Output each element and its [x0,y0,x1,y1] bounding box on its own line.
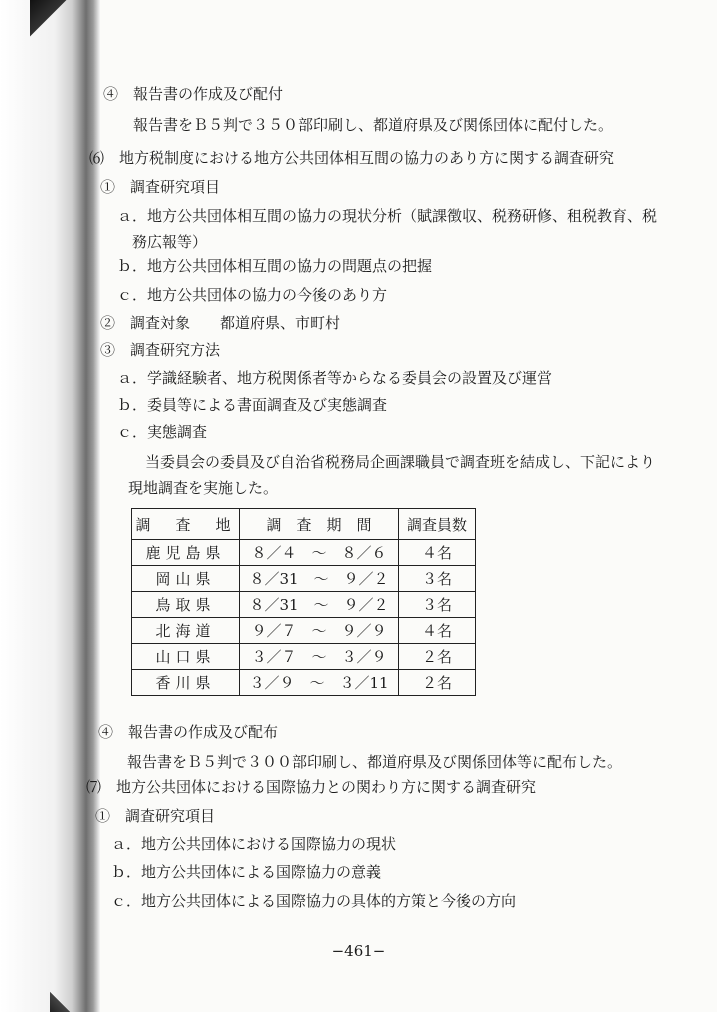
table-cell-count: ４名 [399,618,476,644]
table-header-row [132,509,476,540]
section-title: ⑹ 地方税制度における地方公共団体相互間の協力のあり方に関する調査研究 [89,149,615,167]
table-row [132,540,476,566]
table-row [132,566,476,592]
section-title: ⑺ 地方公共団体における国際協力との関わり方に関する調査研究 [86,778,537,796]
section-heading: ④ 報告書の作成及び配布 [98,723,279,741]
survey-table [131,508,476,696]
list-item: ｃ．実態調査 [117,423,208,441]
page-corner-mark [30,0,70,50]
table-cell-period: ３／７ ～ ３／９ [240,644,399,670]
list-item: ａ．学識経験者、地方税関係者等からなる委員会の設置及び運営 [117,369,553,387]
table-cell-count: ４名 [399,540,476,566]
list-item: ｂ．地方公共団体相互間の協力の問題点の把握 [117,257,433,275]
paragraph: 報告書をＢ５判で３００部印刷し、都道府県及び関係団体等に配布した。 [127,753,623,771]
list-item: ｂ．委員等による書面調査及び実態調査 [117,396,388,414]
paragraph: 報告書をＢ５判で３５０部印刷し、都道府県及び関係団体に配付した。 [133,116,614,134]
table-row [132,592,476,618]
paragraph: 現地調査を実施した。 [128,479,279,497]
table-cell-place: 香川県 [132,670,240,696]
table-cell-count: ２名 [399,670,476,696]
table-row [132,670,476,696]
table-cell-period: ８／31 ～ ９／２ [240,592,399,618]
table-header: 調 査 期 間 [240,509,399,540]
table-header: 調査員数 [399,509,476,540]
list-item: ａ．地方公共団体における国際協力の現状 [111,835,397,853]
section-heading: ① 調査研究項目 [95,807,216,825]
page-number: −461− [331,942,386,960]
section-heading: ④ 報告書の作成及び配付 [103,85,284,103]
table-cell-period: ９／７ ～ ９／９ [240,618,399,644]
table-row [132,618,476,644]
list-item: ｂ．地方公共団体による国際協力の意義 [111,863,382,881]
table-header: 調 査 地 [132,509,240,540]
section-heading: ① 調査研究項目 [100,178,221,196]
table-cell-place: 山口県 [132,644,240,670]
list-item: ａ．地方公共団体相互間の協力の現状分析（賦課徴収、税務研修、租税教育、税 [117,207,658,225]
page-corner-mark [50,985,80,1012]
table-cell-period: ８／４ ～ ８／６ [240,540,399,566]
list-item: ｃ．地方公共団体による国際協力の具体的方策と今後の方向 [111,892,517,910]
table-cell-period: ３／９ ～ ３／11 [240,670,399,696]
section-heading: ② 調査対象 都道府県、市町村 [100,314,341,332]
table-cell-place: 北海道 [132,618,240,644]
paragraph: 当委員会の委員及び自治省税務局企画課職員で調査班を結成し、下記により [145,453,656,471]
table-cell-count: ３名 [399,566,476,592]
table-cell-place: 岡山県 [132,566,240,592]
table-cell-place: 鹿児島県 [132,540,240,566]
section-heading: ③ 調査研究方法 [100,341,221,359]
table-cell-count: ３名 [399,592,476,618]
table-row [132,644,476,670]
book-spine-shadow [0,0,100,1012]
table-cell-place: 鳥取県 [132,592,240,618]
table-cell-count: ２名 [399,644,476,670]
list-item-continuation: 務広報等） [132,233,208,251]
list-item: ｃ．地方公共団体の協力の今後のあり方 [117,286,388,304]
table-cell-period: ８／31 ～ ９／２ [240,566,399,592]
